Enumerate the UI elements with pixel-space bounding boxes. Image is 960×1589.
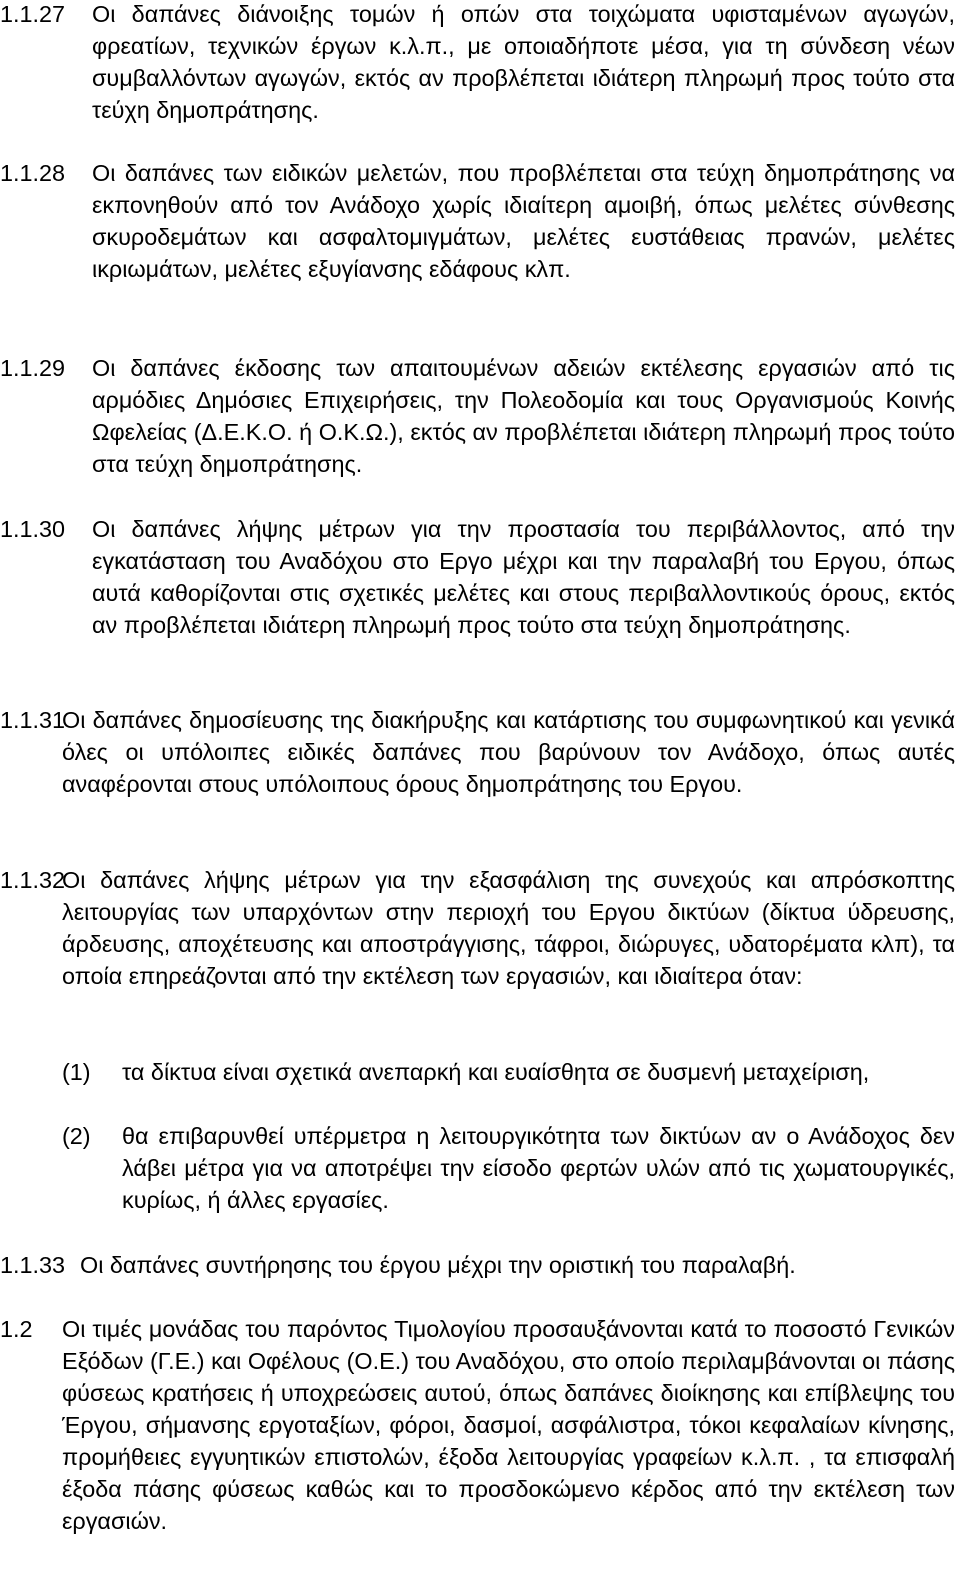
clause-text: Οι δαπάνες λήψης μέτρων για την εξασφάλιση της συνεχούς και απρόσκοπτης λειτουργίας των υπαρχόντων στην περιοχή του Εργου δικτύων (δίκτυα ύδρευσης, άρδευσης, αποχέτευσης και αποστράγγισης, τάφροι, διώρυγες, υδατορέματα κλπ), τα οποία επηρεάζονται από την εκτέλεση των εργασιών, και ιδιαίτερα όταν: — [62, 867, 955, 989]
clause-number: 1.1.29 — [0, 355, 66, 381]
clause-1-1-27 — [0, 0, 955, 126]
clause-text: Οι δαπάνες λήψης μέτρων για την προστασία του περιβάλλοντος, από την εγκατάσταση του Αναδόχου στο Εργο μέχρι και την παραλαβή του Εργου, όπως αυτά καθορίζονται στις σχετικές μελέτες και στους περιβαλλοντικούς όρους, εκτός αν προβλέπεται ιδιάτερη πληρωμή προς τούτο στα τεύχη δημοπράτησης. — [92, 516, 955, 638]
clause-number: 1.1.27 — [0, 1, 66, 27]
clause-text: Οι δαπάνες δημοσίευσης της διακήρυξης και κατάρτισης του συμφωνητικού και γενικά όλες οι υπόλοιπες ειδικές δαπάνες που βαρύνουν τον Ανάδοχο, όπως αυτές αναφέρονται στους υπόλοιπους όρους δημοπράτησης του Εργου. — [62, 707, 955, 797]
clause-1-1-28 — [0, 157, 955, 285]
clause-1-1-30 — [0, 513, 955, 641]
clause-number: 1.1.33 — [0, 1252, 66, 1278]
sub-item-text: τα δίκτυα είναι σχετικά ανεπαρκή και ευαίσθητα σε δυσμενή μεταχείριση, — [122, 1059, 870, 1085]
sub-item-marker: (2) — [62, 1123, 91, 1149]
clause-1-2 — [0, 1313, 955, 1537]
clause-number: 1.1.28 — [0, 160, 66, 186]
clause-text: Οι τιμές μονάδας του παρόντος Τιμολογίου προσαυξάνονται κατά το ποσοστό Γενικών Εξόδων (Γ.Ε.) και Οφέλους (Ο.Ε.) του Αναδόχου, στο οποίο περιλαμβάνονται οι πάσης φύσεως κρατήσεις ή υποχρεώσεις αυτού, όπως δαπάνες διοίκησης και επίβλεψης του Έργου, σήμανσης εργοταξίων, φόροι, δασμοί, ασφάλιστρα, τόκοι κεφαλαίων κίνησης, προμήθειες εγγυητικών επιστολών, έξοδα λειτουργίας γραφείων κ.λ.π. , τα επισφαλή έξοδα πάσης φύσεως καθώς και το προσδοκώμενο κέρδος από την εκτέλεση των εργασιών. — [62, 1316, 955, 1534]
clause-number: 1.1.31 — [0, 707, 66, 733]
sub-item-marker: (1) — [62, 1059, 91, 1085]
clause-text: Οι δαπάνες διάνοιξης τομών ή οπών στα τοιχώματα υφισταμένων αγωγών, φρεατίων, τεχνικών έργων κ.λ.π., με οποιαδήποτε μέσα, για τη σύνδεση νέων συμβαλλόντων αγωγών, εκτός αν προβλέπεται ιδιάτερη πληρωμή προς τούτο στα τεύχη δημοπράτησης. — [92, 1, 955, 123]
sub-item-2 — [62, 1120, 955, 1216]
clause-1-1-29 — [0, 352, 955, 480]
clause-number: 1.2 — [0, 1316, 33, 1342]
clause-1-1-33 — [0, 1249, 955, 1281]
clause-1-1-31 — [0, 704, 955, 800]
clause-text: Οι δαπάνες συντήρησης του έργου μέχρι την οριστική του παραλαβή. — [80, 1252, 796, 1278]
sub-item-1 — [62, 1056, 955, 1088]
clause-text: Οι δαπάνες έκδοσης των απαιτουμένων αδειών εκτέλεσης εργασιών από τις αρμόδιες Δημόσιες Επιχειρήσεις, την Πολεοδομία και τους Οργανισμούς Κοινής Ωφελείας (Δ.Ε.Κ.Ο. ή Ο.Κ.Ω.), εκτός αν προβλέπεται ιδιάτερη πληρωμή προς τούτο στα τεύχη δημοπράτησης. — [92, 355, 955, 477]
clause-1-1-32 — [0, 864, 955, 992]
clause-number: 1.1.32 — [0, 867, 66, 893]
clause-text: Οι δαπάνες των ειδικών μελετών, που προβλέπεται στα τεύχη δημοπράτησης να εκπονηθούν από τον Ανάδοχο χωρίς ιδιαίτερη αμοιβή, όπως μελέτες σύνθεσης σκυροδεμάτων και ασφαλτομιγμάτων, μελέτες ευστάθειας πρανών, μελέτες ικριωμάτων, μελέτες εξυγίανσης εδάφους κλπ. — [92, 160, 955, 282]
clause-number: 1.1.30 — [0, 516, 66, 542]
sub-item-text: θα επιβαρυνθεί υπέρμετρα η λειτουργικότητα των δικτύων αν ο Ανάδοχος δεν λάβει μέτρα για να αποτρέψει την είσοδο φερτών υλών από τις χωματουργικές, κυρίως, ή άλλες εργασίες. — [122, 1123, 955, 1213]
